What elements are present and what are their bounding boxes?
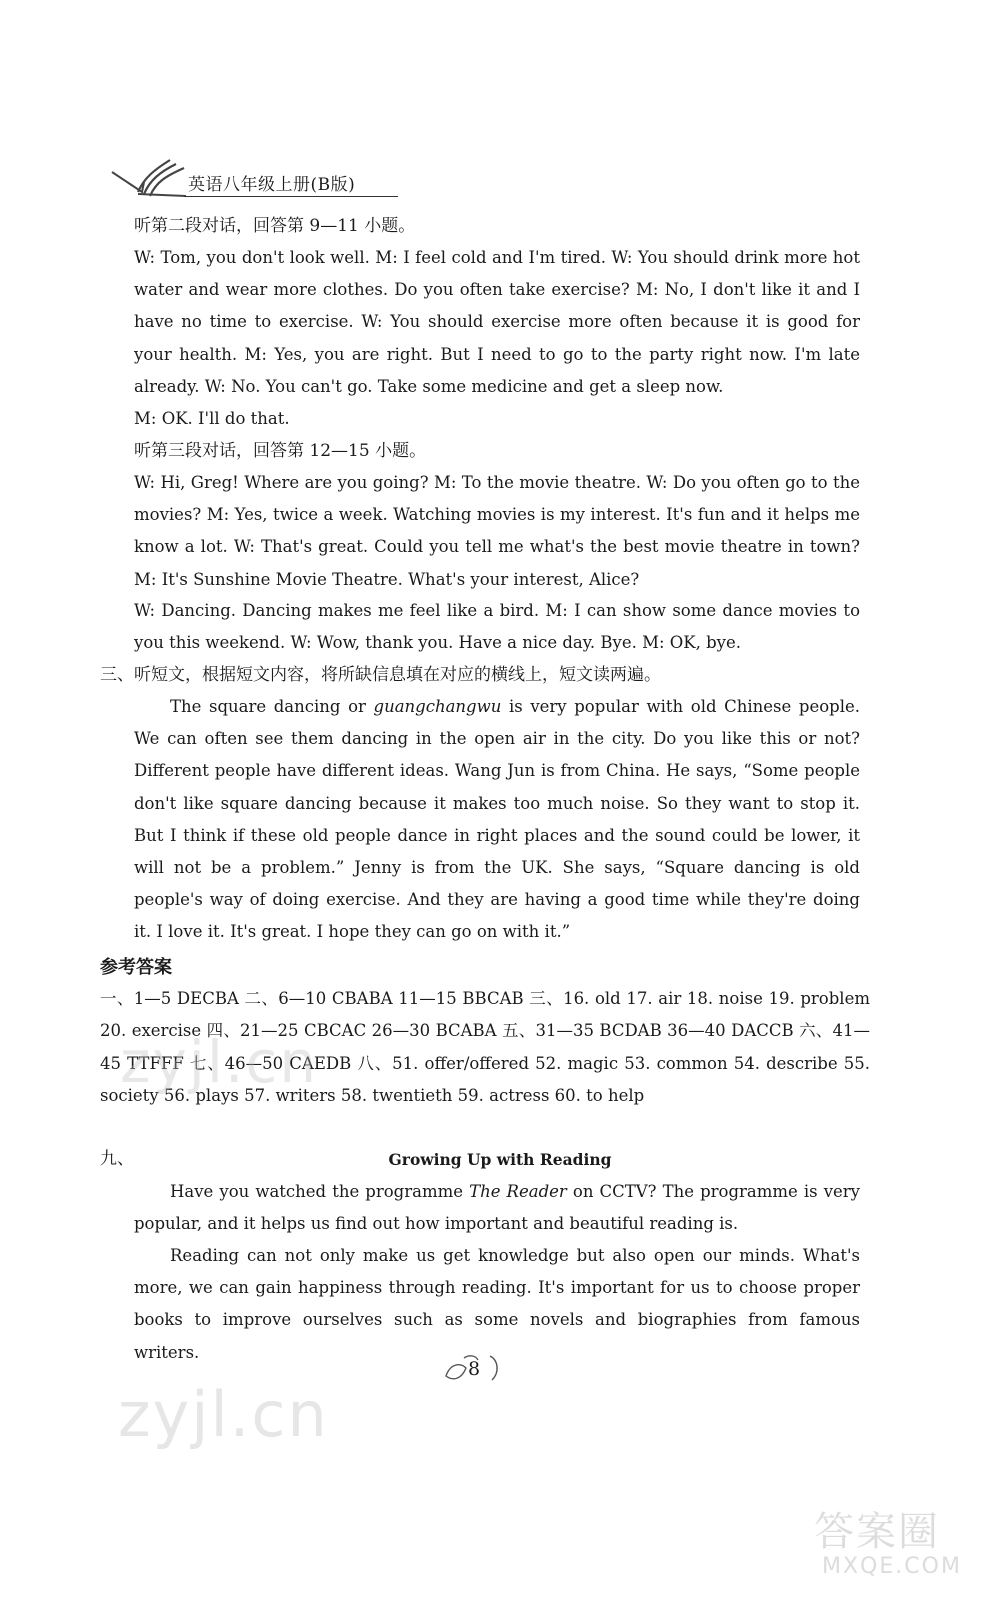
- story-p1-start: Have you watched the programme: [170, 1182, 470, 1201]
- answers-heading: 参考答案: [100, 957, 172, 978]
- watermark-bottom: zyjl.cn: [118, 1378, 329, 1451]
- watermark-mid: zyjl.cn: [120, 1028, 319, 1096]
- part-9-label: 九、: [100, 1149, 134, 1169]
- page-number: 8: [468, 1358, 481, 1380]
- corner-watermark-en: MXQE.COM: [822, 1554, 962, 1579]
- header-title: 英语八年级上册(B版): [188, 175, 356, 195]
- story-paragraph-2: Reading can not only make us get knowledge but also open our minds. What's more, we can gain happiness through reading. It's important for us to choose proper books to improve ourselves such as some novels and biographies from famous writers.: [134, 1246, 860, 1362]
- dialogue-2-text: W: Tom, you don't look well. M: I feel cold and I'm tired. W: You should drink more hot water and wear more clothes. Do you often take exercise? M: No, I don't like it and I have no time to exercise. W: You should exercise more often because it is good for your health. M: Yes, you are right. But I need to go to the party right now. I'm late already. W: No. You can't go. Take some medicine and get a sleep now.: [134, 248, 860, 396]
- header-rule: [184, 196, 398, 197]
- story-paragraph-1: [134, 1176, 860, 1240]
- section-heading-dialogue-3: 听第三段对话，回答第 12—15 小题。: [134, 441, 427, 461]
- programme-name: The Reader: [469, 1182, 567, 1201]
- answer-key: 一、1—5 DECBA 二、6—10 CBABA 11—15 BBCAB 三、16. old 17. air 18. noise 19. problem 20. exercise 四、21—25 CBCAC 26—30 BCABA 五、31—35 BCDAB 36—40 DACCB 六、41—45 TTFFF 七、46—50 CAEDB 八、51. offer/offered 52. magic 53. common 54. describe 55. society 56. plays 57. writers 58. twentieth 59. actress 60. to help: [100, 989, 870, 1106]
- section-3-heading: 三、听短文，根据短文内容，将所缺信息填在对应的横线上，短文读两遍。: [100, 665, 661, 685]
- story-title: Growing Up with Reading: [388, 1150, 612, 1169]
- dialogue-2-end: M: OK. I'll do that.: [134, 409, 290, 428]
- corner-watermark: [800, 1500, 960, 1590]
- page-number-badge: [440, 1350, 504, 1390]
- passage-text-rest: is very popular with old Chinese people. We can often see them dancing in the open air in the city. Do you like this or not? Different people have different ideas. Wang Jun is from China. He says, “Some people don't like square dancing because it makes too much noise. So they want to stop it. But I think if these old people dance in right places and the sound could be lower, it will not be a problem.” Jenny is from the UK. She says, “Square dancing is old people's way of doing exercise. And they are having a good time while they're doing it. I love it. It's great. I hope they can go on with it.”: [134, 697, 861, 942]
- page-header: [108, 152, 408, 204]
- passage-italic-term: guangchangwu: [373, 697, 502, 716]
- dialogue-3-text: W: Hi, Greg! Where are you going? M: To the movie theatre. W: Do you often go to the movies? M: Yes, twice a week. Watching movies is my interest. It's fun and it helps me know a lot. W: That's great. Could you tell me what's the best movie theatre in town? M: It's Sunshine Movie Theatre. What's your interest, Alice?: [134, 473, 860, 589]
- dialogue-3-end: W: Dancing. Dancing makes me feel like a bird. M: I can show some dance movies to you this weekend. W: Wow, thank you. Have a nice day. Bye. M: OK, bye.: [134, 601, 860, 653]
- section-heading-dialogue-2: 听第二段对话，回答第 9—11 小题。: [134, 216, 416, 236]
- corner-watermark-cn: 答案圈: [814, 1509, 940, 1555]
- book-logo-icon: [108, 152, 190, 204]
- story-p1-rest: on CCTV? The programme is very popular, and it helps us find out how important and beautiful reading is.: [134, 1182, 860, 1234]
- passage-text-start: The square dancing or: [170, 697, 374, 716]
- listening-passage: [134, 691, 860, 949]
